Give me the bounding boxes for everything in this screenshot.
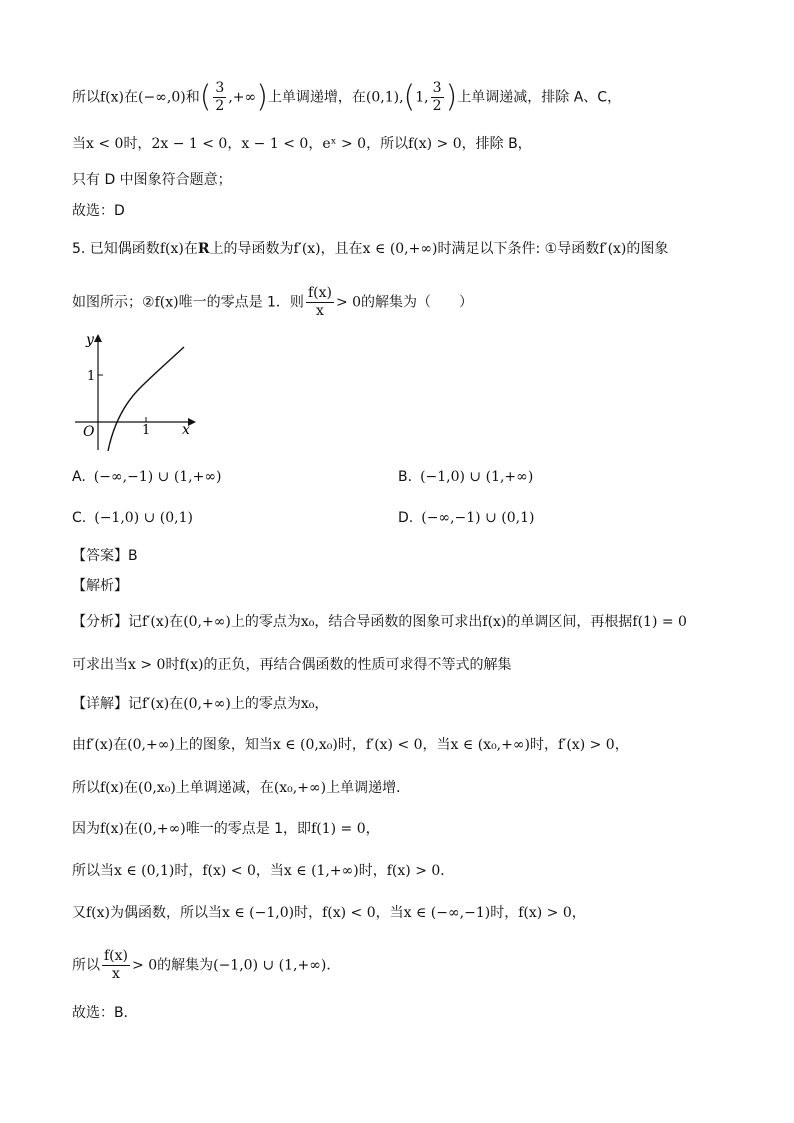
question-line-1: 5. 已知偶函数f(x)在R上的导函数为f′(x)，且在x ∈ (0,+∞)时满足以下条件: ①导函数f′(x)的图象 — [72, 241, 669, 257]
option-d: D. (−∞,−1) ∪ (0,1) — [398, 510, 535, 526]
prev-line-2: 当x < 0时，2x − 1 < 0，x − 1 < 0，eˣ > 0，所以f(x) > 0，排除 B， — [72, 136, 532, 152]
analysis-line-2: 可求出当x > 0时f(x)的正负，再结合偶函数的性质可求得不等式的解集 — [72, 657, 512, 673]
option-b: B. (−1,0) ∪ (1,+∞) — [398, 469, 534, 485]
detail-line-3: 所以f(x)在(0,x₀)上单调递减，在(x₀,+∞)上单调递增． — [72, 780, 411, 796]
option-c: C. (−1,0) ∪ (0,1) — [72, 510, 193, 526]
detail-line-1: 【详解】记f′(x)在(0,+∞)上的零点为x₀， — [72, 696, 329, 712]
x-tick-label: 1 — [142, 423, 151, 438]
fraction-fx-over-x: $\frac{f(x)}{x}$ — [307, 285, 332, 319]
answer-line: 【答案】B — [72, 548, 138, 564]
prev-line-1: 所以f(x)在(−∞,0)和( $\frac{3}{2}$ ,+∞)上单调递增，在(0,1),(1, $\frac{3}{2}$ )上单调递减，排除 A、C， — [72, 79, 622, 115]
detail-line-4: 因为f(x)在(0,+∞)唯一的零点是 1，即f(1) = 0， — [72, 821, 380, 837]
option-a: A. (−∞,−1) ∪ (1,+∞) — [72, 469, 222, 485]
y-tick-label: 1 — [87, 369, 96, 384]
detail-line-8: 故选：B． — [72, 1005, 138, 1021]
y-axis-arrow — [94, 334, 102, 342]
detail-line-2: 由f′(x)在(0,+∞)上的图象，知当x ∈ (0,x₀)时，f′(x) < 0，当x ∈ (x₀,+∞)时，f′(x) > 0， — [72, 737, 629, 753]
x-axis-label: x — [182, 422, 190, 438]
y-axis-label: y — [86, 332, 94, 348]
fraction-three-halves: $\frac{3}{2}$ — [215, 80, 225, 114]
fraction-fx-over-x-2: $\frac{f(x)}{x}$ — [104, 948, 129, 982]
prev-line-4: 故选：D — [72, 203, 125, 219]
origin-label: O — [83, 424, 95, 440]
analysis-title: 【解析】 — [72, 578, 128, 594]
prev-line-3: 只有 D 中图象符合题意； — [72, 172, 232, 188]
analysis-line-1: 【分析】记f′(x)在(0,+∞)上的零点为x₀，结合导函数的图象可求出f(x)的单调区间，再根据f(1) = 0 — [72, 614, 687, 630]
detail-line-7: 所以 $\frac{f(x)}{x}$ > 0的解集为(−1,0) ∪ (1,+∞)． — [72, 948, 341, 982]
detail-line-5: 所以当x ∈ (0,1)时，f(x) < 0，当x ∈ (1,+∞)时，f(x) > 0． — [72, 863, 455, 879]
fraction-three-halves-2: $\frac{3}{2}$ — [432, 80, 442, 114]
detail-line-6: 又f(x)为偶函数，所以当x ∈ (−1,0)时，f(x) < 0，当x ∈ (−∞,−1)时，f(x) > 0， — [72, 905, 586, 921]
question-line-2: 如图所示；②f(x)唯一的零点是 1．则 $\frac{f(x)}{x}$ > 0的解集为（ ） — [72, 285, 474, 319]
derivative-graph — [70, 330, 200, 455]
